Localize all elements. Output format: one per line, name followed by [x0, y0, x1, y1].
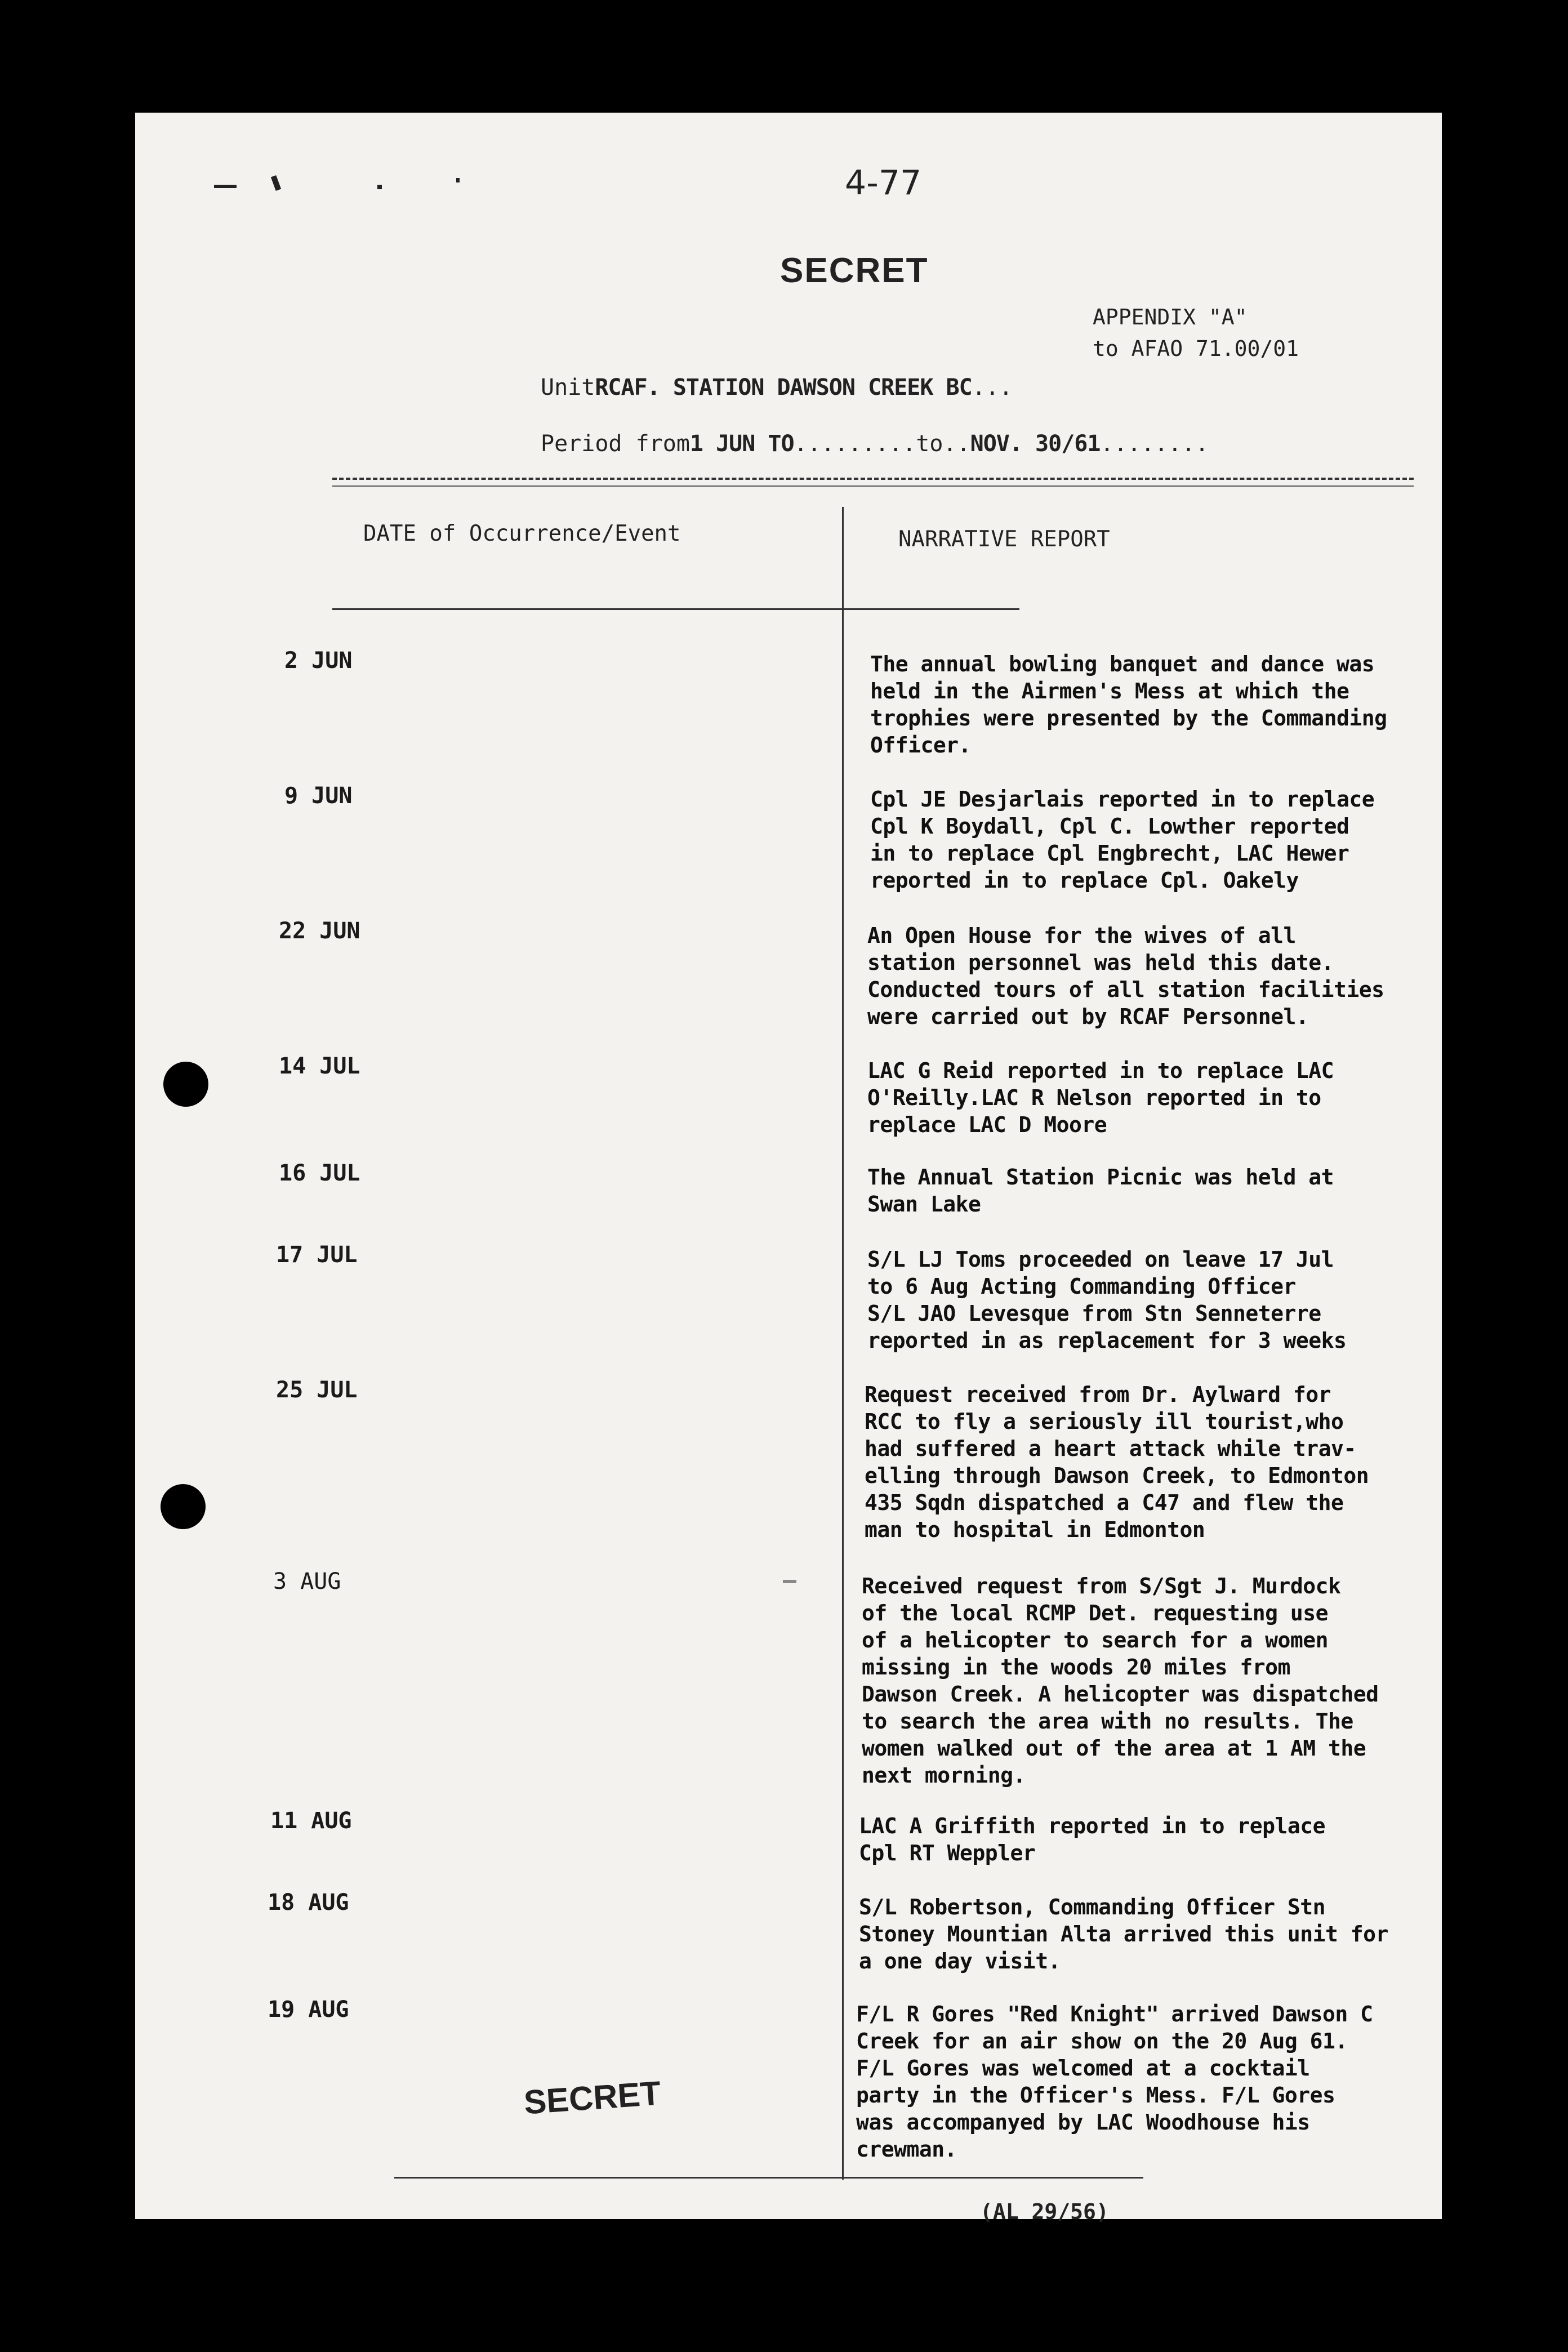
entry-text: S/L LJ Toms proceeded on leave 17 Jul to 6 Aug Acting Commanding Officer S/L JAO Levesque from Stn Senneterre reported in as replacement for 3 weeks [867, 1247, 1347, 1353]
entry-date: 16 JUL [279, 1160, 360, 1186]
entry-date: 19 AUG [268, 1997, 349, 2023]
top-rule [332, 485, 1414, 487]
bottom-rule [394, 2177, 1143, 2179]
speck [271, 175, 281, 191]
unit-value: RCAF. STATION DAWSON CREEK BC [595, 375, 972, 400]
speck [783, 1580, 796, 1583]
document-page [135, 113, 1442, 2224]
entry-date: 11 AUG [270, 1808, 352, 1834]
entry-text: The Annual Station Picnic was held at Swan Lake [867, 1165, 1334, 1217]
entry-text: LAC A Griffith reported in to replace Cpl RT Weppler [859, 1814, 1325, 1865]
period-mid: .........to.. [794, 431, 970, 457]
speck [377, 185, 382, 189]
entry-date: 2 JUN [284, 648, 353, 674]
unit-label: Unit [541, 375, 595, 400]
column-header-narrative: NARRATIVE REPORT [898, 527, 1110, 552]
entry-text: An Open House for the wives of all station personnel was held this date. Conducted tours of all station facilities were carried out by RCAF Personnel. [867, 923, 1384, 1029]
speck [214, 185, 237, 188]
appendix-line-1: APPENDIX "A" [1093, 305, 1248, 329]
entry-text: F/L R Gores "Red Knight" arrived Dawson C Creek for an air show on the 20 Aug 61. F/L Gores was welcomed at a cocktail party in the Officer's Mess. F/L Gores was accompanyed by LAC Woodhouse his crewman. [856, 2002, 1373, 2162]
entry-date: 18 AUG [268, 1890, 349, 1916]
appendix-reference [1093, 301, 1299, 364]
form-code: (AL 29/56) [980, 2199, 1109, 2224]
entry-text: S/L Robertson, Commanding Officer Stn Stoney Mountian Alta arrived this unit for a one day visit. [859, 1895, 1388, 1974]
speck [456, 178, 460, 182]
entry-date: 25 JUL [276, 1377, 358, 1403]
period-trail: ........ [1100, 431, 1209, 457]
entry-date: 17 JUL [276, 1242, 358, 1268]
unit-line [541, 375, 1013, 400]
entry-text: The annual bowling banquet and dance was held in the Airmen's Mess at which the trophies were presented by the Commanding Officer. [870, 652, 1387, 758]
entry-date: 14 JUL [279, 1053, 360, 1079]
period-label: Period from [541, 431, 690, 457]
page-number: 4-77 [845, 163, 922, 203]
header-rule [332, 608, 1019, 610]
entry-date: 3 AUG [273, 1569, 341, 1594]
punch-hole [163, 1062, 208, 1107]
appendix-line-2: to AFAO 71.00/01 [1093, 336, 1299, 361]
entry-text: Cpl JE Desjarlais reported in to replace Cpl K Boydall, Cpl C. Lowther reported in to replace Cpl Engbrecht, LAC Hewer reported in to replace Cpl. Oakely [870, 787, 1375, 893]
period-to: NOV. 30/61 [970, 431, 1101, 457]
period-line [541, 431, 1209, 457]
entry-text: Received request from S/Sgt J. Murdock of the local RCMP Det. requesting use of a helicopter to search for a women missing in the woods 20 miles from Dawson Creek. A helicopter was dispatched to search the area with no results. The women walked out of the area at 1 AM the next morning. [862, 1574, 1379, 1788]
unit-trail: ... [972, 375, 1013, 400]
column-divider [842, 507, 844, 2180]
period-from: 1 JUN TO [689, 431, 794, 457]
entry-text: LAC G Reid reported in to replace LAC O'Reilly.LAC R Nelson reported in to replace LAC D Moore [867, 1058, 1334, 1137]
entry-text: Request received from Dr. Aylward for RCC to fly a seriously ill tourist,who had suffered a heart attack while trav- elling through Dawson Creek, to Edmonton 435 Sqdn dispatched a C47 and flew the man to hospital in Edmonton [865, 1382, 1369, 1542]
column-header-date: DATE of Occurrence/Event [363, 521, 681, 546]
entry-date: 22 JUN [279, 918, 360, 944]
punch-hole [161, 1484, 206, 1529]
top-rule-dashed [332, 478, 1414, 480]
classification-stamp: SECRET [522, 2074, 662, 2122]
entry-date: 9 JUN [284, 783, 353, 809]
classification-heading: SECRET [780, 251, 929, 290]
